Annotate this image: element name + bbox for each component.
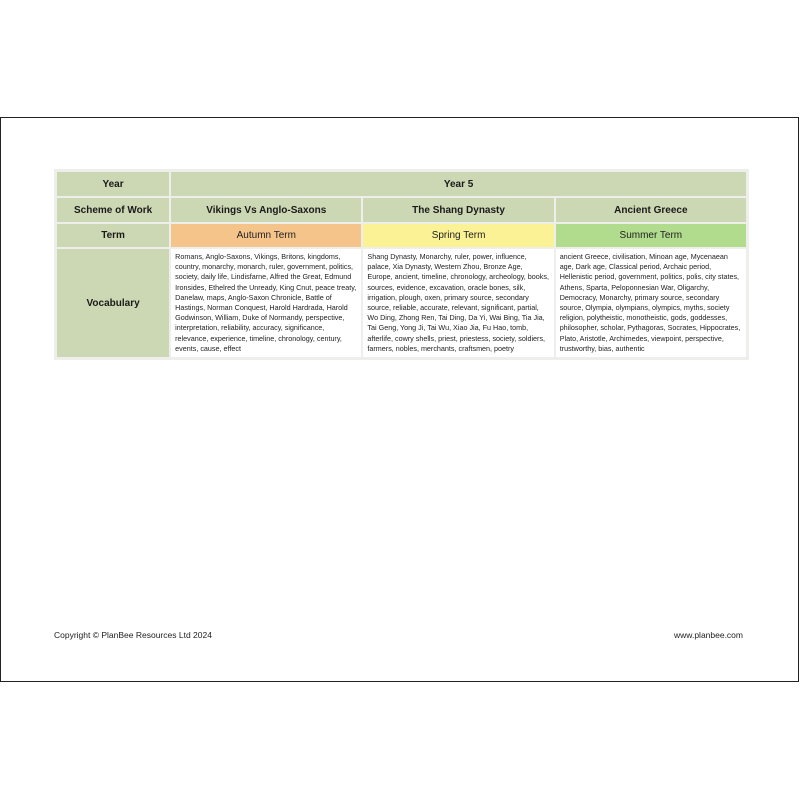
scheme-of-work-label: Scheme of Work bbox=[57, 198, 169, 222]
scheme-of-work-row bbox=[57, 198, 746, 222]
vocabulary-row bbox=[57, 249, 746, 357]
year-row bbox=[57, 172, 746, 196]
vocabulary-greece: ancient Greece, civilisation, Minoan age, Mycenaean age, Dark age, Classical period, Archaic period, Hellenistic period, government, politics, polis, city states, Athens, Sparta, Peloponnesian War, Oligarchy, Democracy, Monarchy, primary source, secondary source, Olympia, olympians, olympics, myths, society religion, polytheistic, monotheistic, gods, goddesses, philosopher, scholar, Pythagoras, Socrates, Hippocrates, Plato, Aristotle, Archimedes, viewpoint, perspective, trustworthy, bias, authentic bbox=[556, 249, 746, 357]
year-label: Year bbox=[57, 172, 169, 196]
scheme-greece: Ancient Greece bbox=[556, 198, 746, 222]
vocabulary-shang: Shang Dynasty, Monarchy, ruler, power, influence, palace, Xia Dynasty, Western Zhou, Bronze Age, Europe, ancient, timeline, chronology, archeology, books, sources, evidence, excavation, oracle bones, silk, irrigation, plough, oxen, primary source, secondary source, reliable, accurate, relevant, significant, partial, Wo Ding, Zhong Ren, Tai Ding, Da Yi, Wai Bing, Tia Jia, Tai Geng, Yong Ji, Tai Wu, Xiao Jia, Fu Hao, tomb, afterlife, cowry shells, priest, priestess, society, soldiers, farmers, nobles, merchants, craftsmen, poetry bbox=[363, 249, 553, 357]
website-text: www.planbee.com bbox=[674, 630, 743, 640]
scheme-of-work-table bbox=[55, 170, 748, 359]
vocabulary-label: Vocabulary bbox=[57, 249, 169, 357]
copyright-text: Copyright © PlanBee Resources Ltd 2024 bbox=[54, 630, 212, 640]
scheme-shang: The Shang Dynasty bbox=[363, 198, 553, 222]
document-page bbox=[0, 117, 799, 682]
term-autumn: Autumn Term bbox=[171, 224, 361, 247]
term-summer: Summer Term bbox=[556, 224, 746, 247]
scheme-table-container bbox=[54, 169, 749, 360]
year-value: Year 5 bbox=[171, 172, 746, 196]
term-label: Term bbox=[57, 224, 169, 247]
scheme-vikings: Vikings Vs Anglo-Saxons bbox=[171, 198, 361, 222]
term-spring: Spring Term bbox=[363, 224, 553, 247]
term-row bbox=[57, 224, 746, 247]
vocabulary-vikings: Romans, Anglo-Saxons, Vikings, Britons, kingdoms, country, monarchy, monarch, ruler, government, politics, society, daily life, Lindisfarne, Alfred the Great, Edmund Ironsides, Ethelred the Unready, King Cnut, peace treaty, Danelaw, maps, Anglo-Saxon Chronicle, Battle of Hastings, Norman Conquest, Harold Hardrada, Harold Godwinson, William, Duke of Normandy, perspective, interpretation, reliability, accuracy, significance, relevance, experience, timeline, chronology, century, events, cause, effect bbox=[171, 249, 361, 357]
